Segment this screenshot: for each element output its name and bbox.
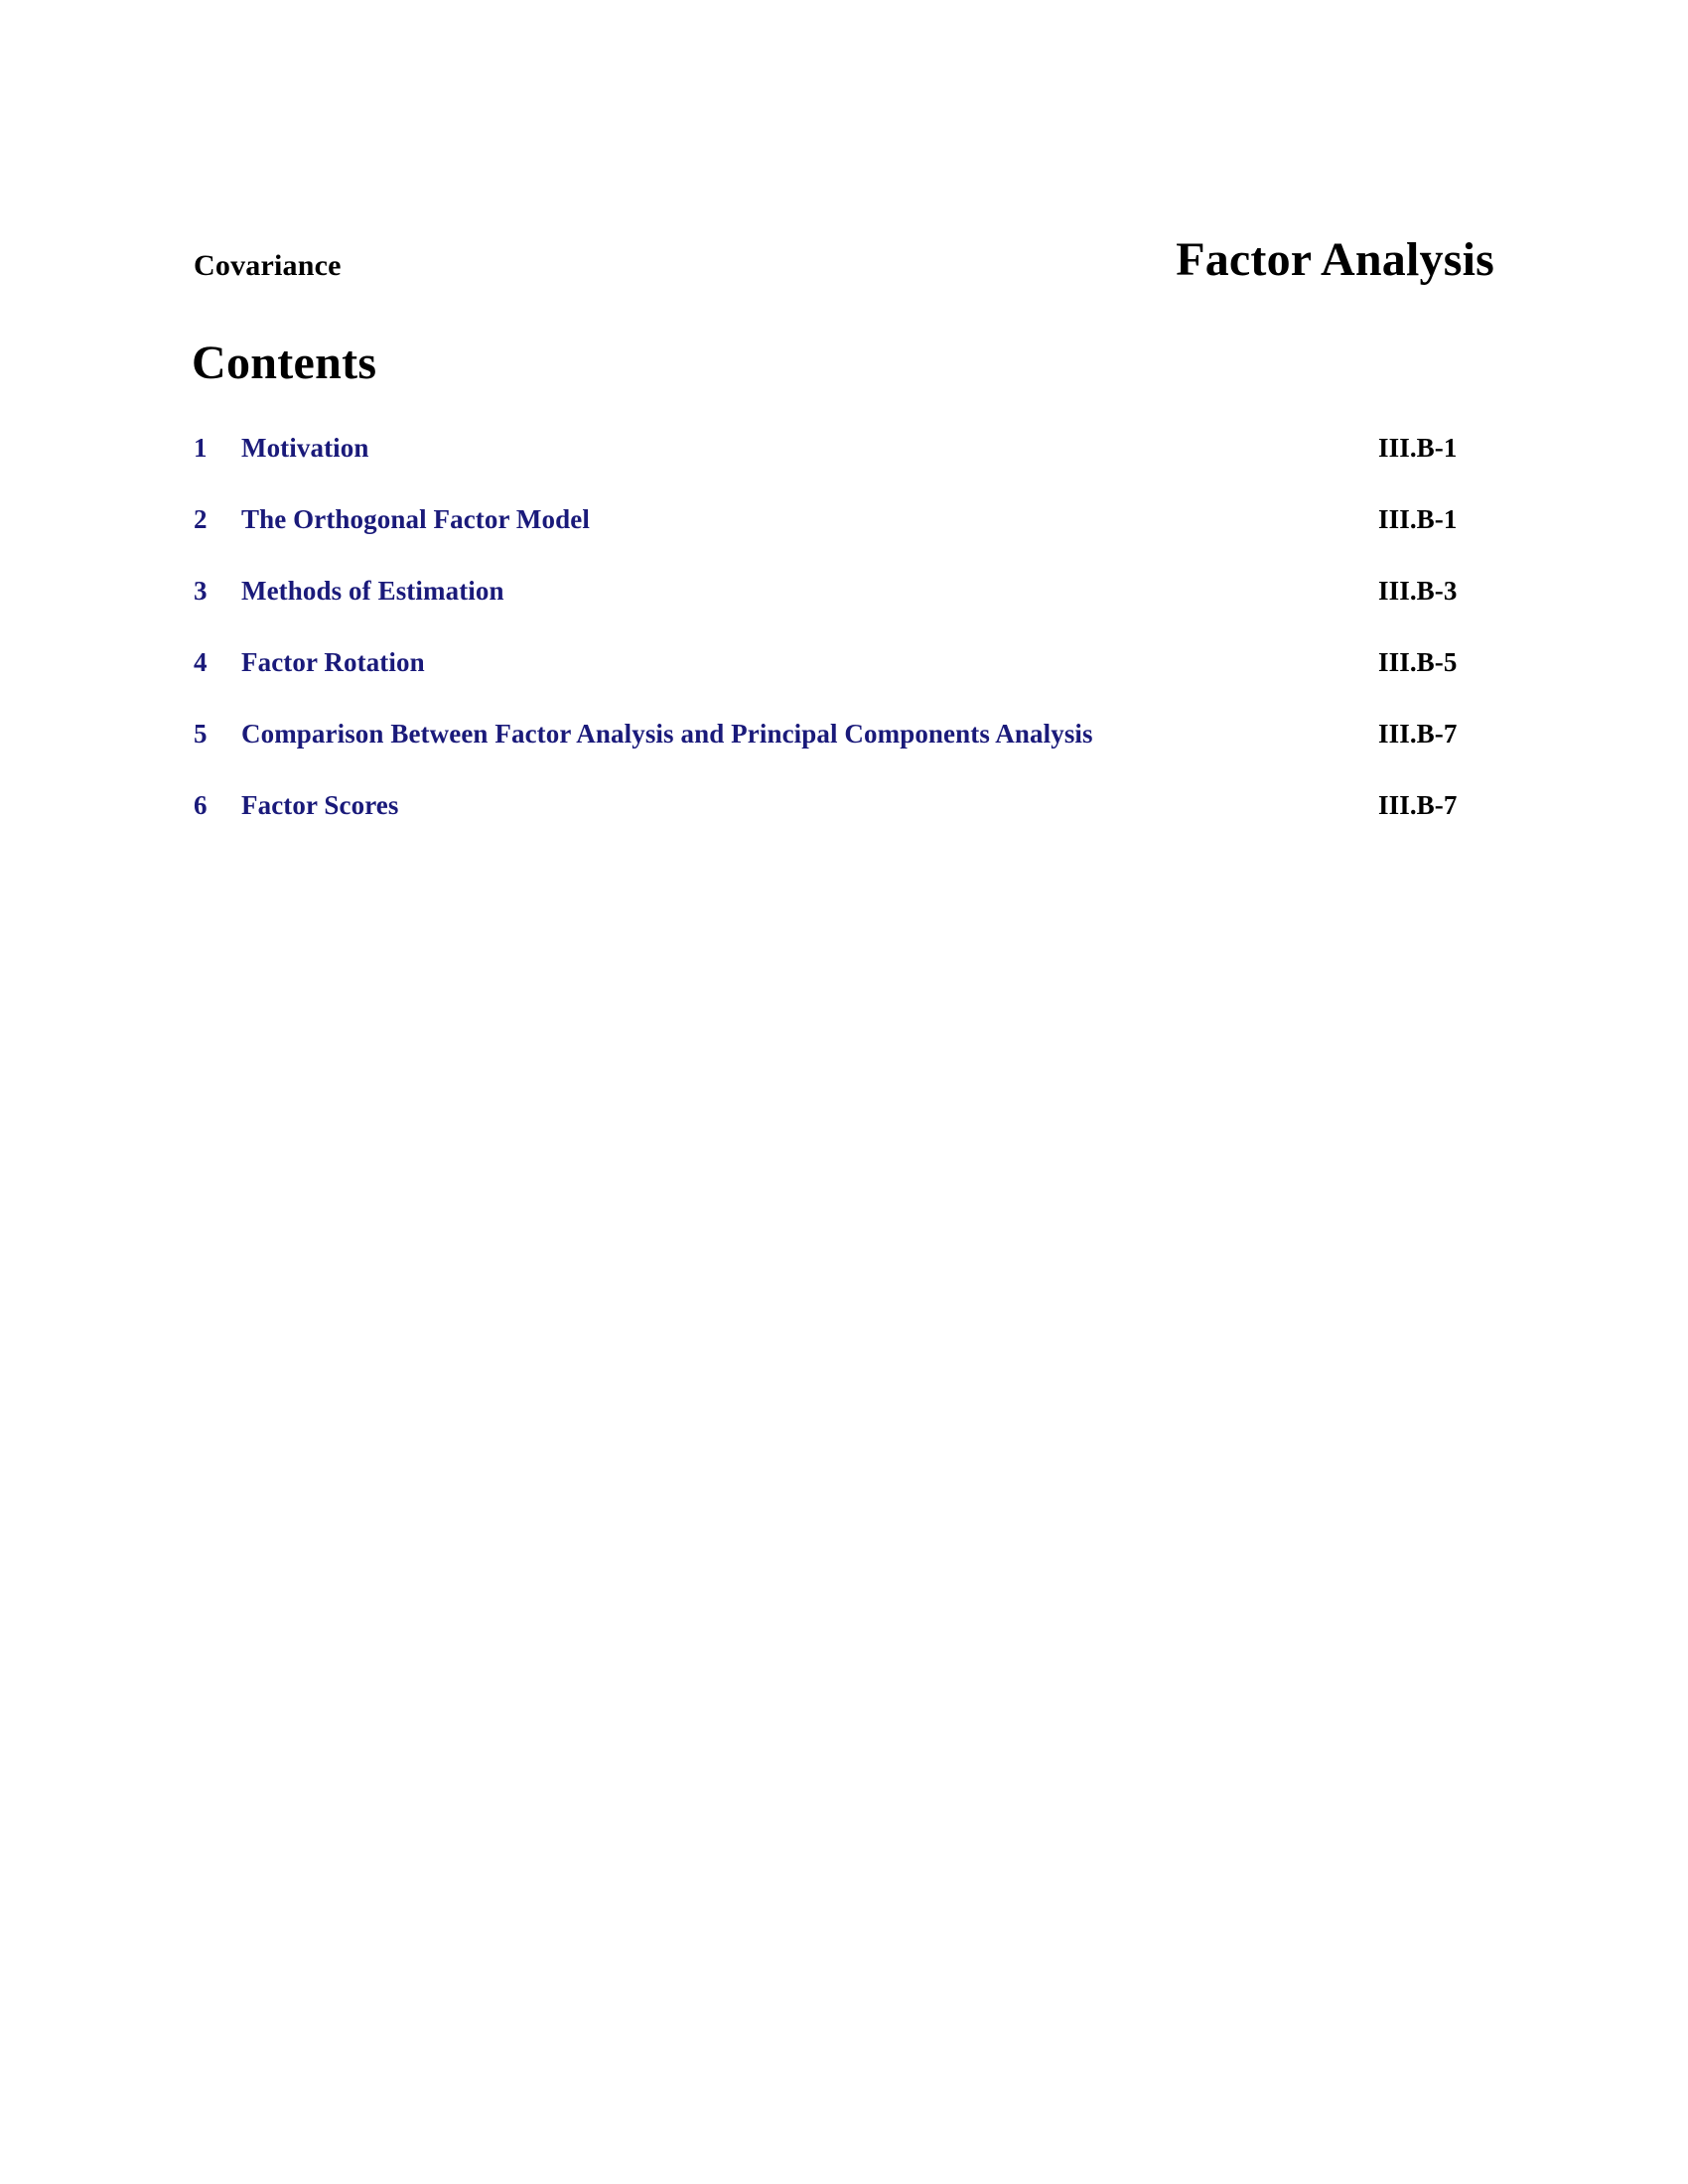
toc-entry-label[interactable]: The Orthogonal Factor Model [241,504,590,534]
running-header [194,233,1494,296]
toc-entry-page: III.B-1 [1378,433,1458,463]
toc-entry-3[interactable] [194,578,1494,649]
toc-entry-label[interactable]: Methods of Estimation [241,576,504,606]
table-of-contents [194,435,1494,864]
toc-entry-label[interactable]: Comparison Between Factor Analysis and Principal Components Analysis [241,719,1093,749]
toc-entry-4[interactable] [194,649,1494,721]
toc-entry-1[interactable] [194,435,1494,506]
toc-entry-page: III.B-7 [1378,719,1458,749]
toc-entry-page: III.B-1 [1378,504,1458,534]
toc-entry-label[interactable]: Factor Scores [241,790,399,820]
toc-entry-number: 3 [194,576,208,606]
toc-entry-number: 6 [194,790,208,820]
running-header-left-text: Covariance [194,249,342,282]
toc-entry-5[interactable] [194,721,1494,792]
toc-entry-page: III.B-5 [1378,647,1458,677]
toc-entry-6[interactable] [194,792,1494,864]
toc-entry-number: 4 [194,647,208,677]
toc-entry-label[interactable]: Motivation [241,433,369,463]
toc-entry-number: 1 [194,433,208,463]
contents-heading: Contents [192,337,377,389]
toc-entry-2[interactable] [194,506,1494,578]
toc-entry-page: III.B-7 [1378,790,1458,820]
toc-entry-number: 5 [194,719,208,749]
toc-entry-page: III.B-3 [1378,576,1458,606]
toc-entry-label[interactable]: Factor Rotation [241,647,425,677]
document-title: Factor Analysis [1176,233,1494,286]
toc-entry-number: 2 [194,504,208,534]
